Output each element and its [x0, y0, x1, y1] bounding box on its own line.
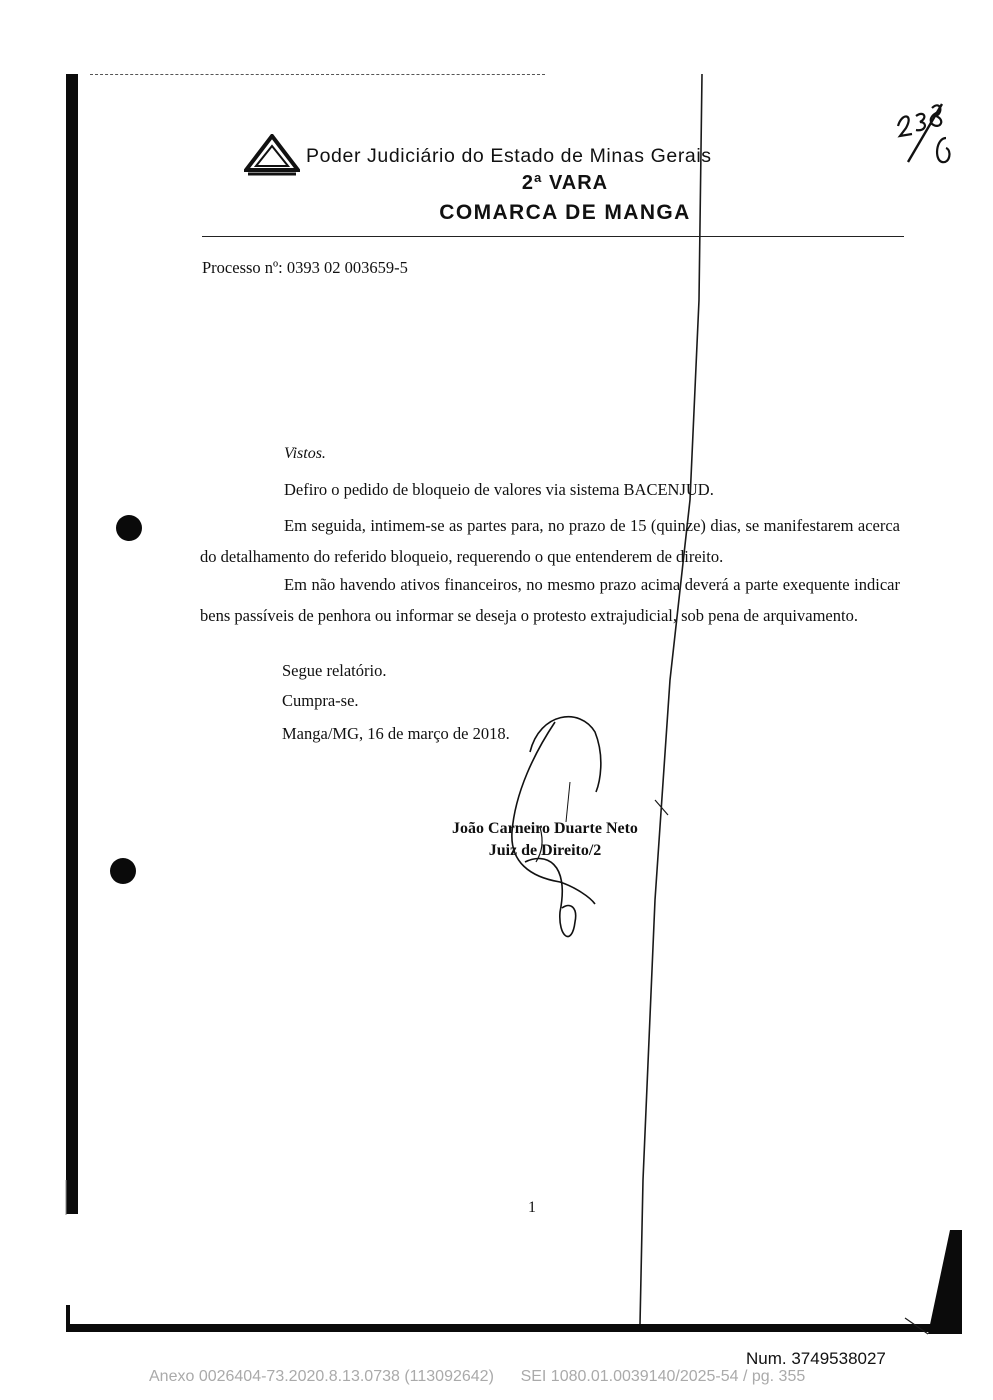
court-triangle-logo: [244, 134, 300, 176]
scan-bottom-edge-bar: [66, 1324, 932, 1332]
punch-hole-lower: [110, 858, 136, 884]
scan-left-edge-bar: [66, 74, 78, 1214]
scan-corner-shadow: [928, 1230, 962, 1334]
place-and-date: Manga/MG, 16 de março de 2018.: [282, 724, 510, 743]
paragraph-defiro: Defiro o pedido de bloqueio de valores via sistema BACENJUD.: [284, 480, 714, 499]
paragraph-ativos: Em não havendo ativos financeiros, no mesmo prazo acima deverá a parte exequente indicar bens passíveis de penhora ou informar se deseja o protesto extrajudicial, sob pena de arquivamento.: [200, 575, 900, 625]
cumpra-se: Cumpra-se.: [282, 691, 359, 710]
punch-hole-upper: [116, 515, 142, 541]
court-name: Poder Judiciário do Estado de Minas Gerais: [306, 145, 712, 167]
page-number: 1: [528, 1199, 536, 1216]
signer-name: João Carneiro Duarte Neto: [452, 820, 638, 837]
paragraph-intimem: Em seguida, intimem-se as partes para, no prazo de 15 (quinze) dias, se manifestarem acerca do detalhamento do referido bloqueio, requerendo o que entenderem de direito.: [200, 516, 900, 566]
anexo-footer: Anexo 0026404-73.2020.8.13.0738 (113092642) SEI 1080.01.0039140/2025-54 / pg. 355: [149, 1368, 806, 1385]
vara-title: 2ª VARA: [521, 172, 609, 194]
segue-relatorio: Segue relatório.: [282, 661, 387, 680]
document-number-footer: Num. 3749538027: [746, 1349, 886, 1368]
comarca-title: COMARCA DE MANGA: [439, 201, 691, 224]
scan-top-dashed-edge: [90, 74, 545, 75]
handwritten-page-mark: [894, 98, 958, 170]
vistos-heading: Vistos.: [284, 445, 326, 462]
signer-role: Juiz de Direito/2: [488, 842, 602, 859]
process-number: Processo nº: 0393 02 003659-5: [202, 258, 408, 277]
header-rule: [202, 236, 904, 237]
